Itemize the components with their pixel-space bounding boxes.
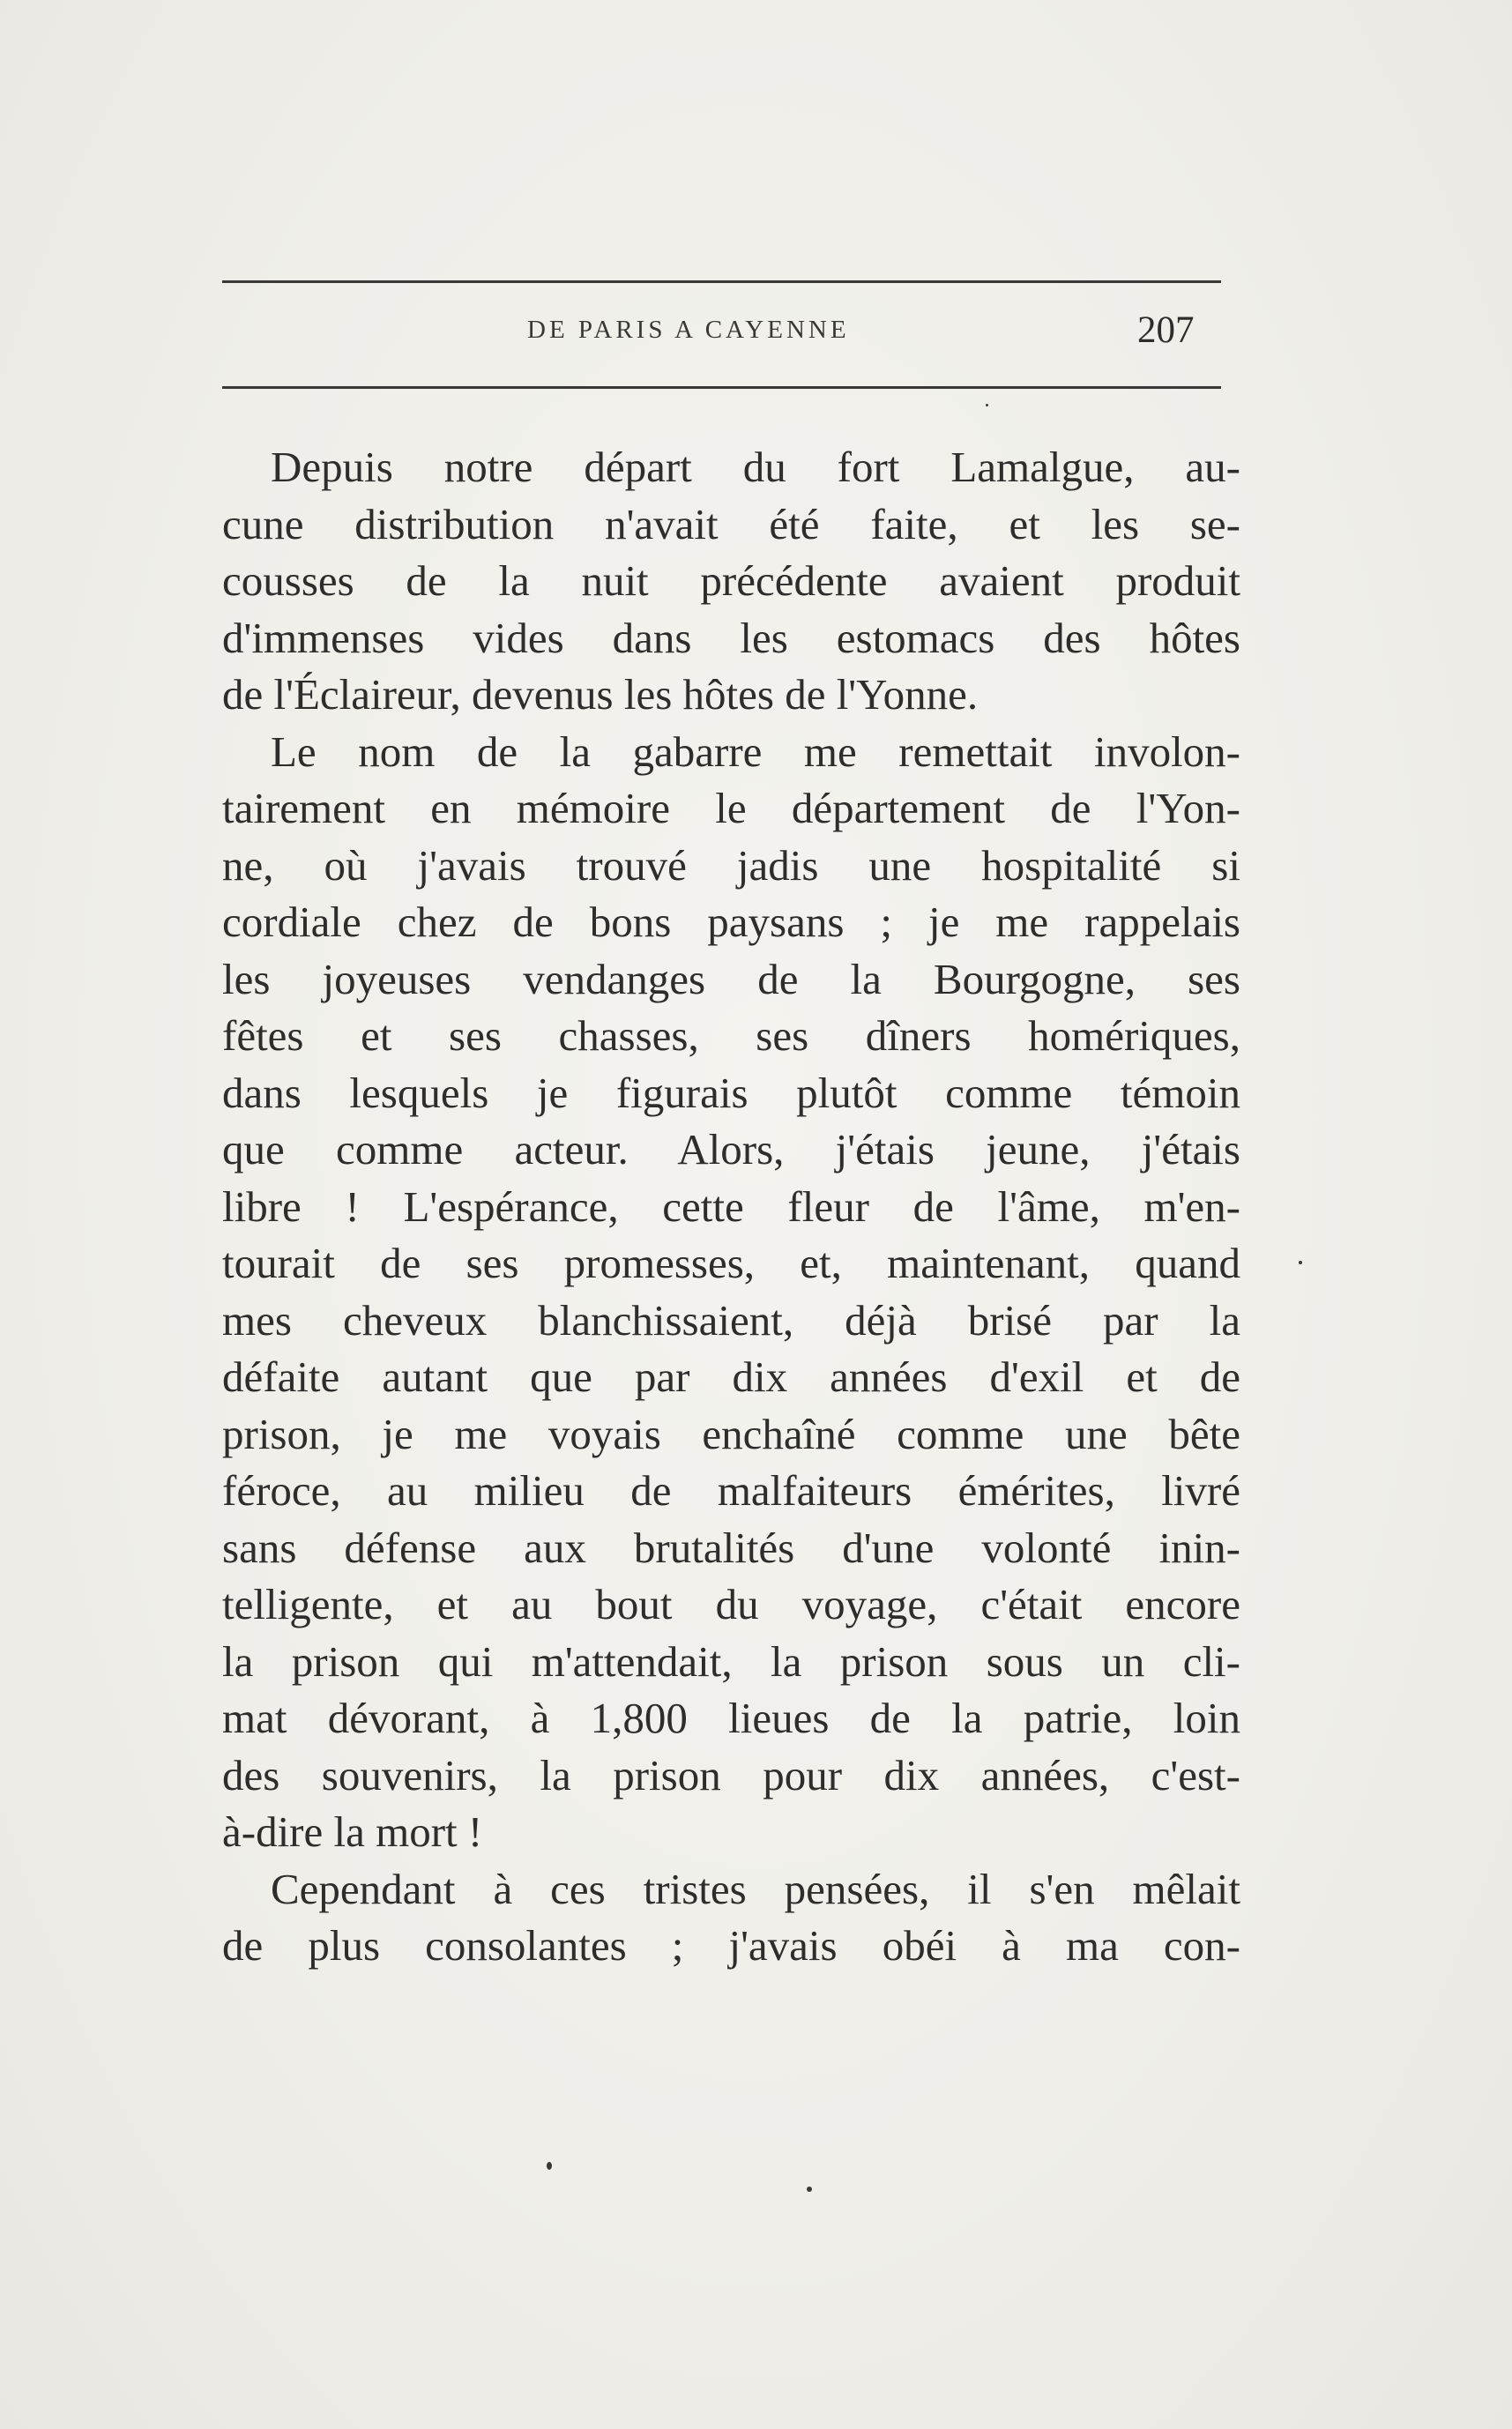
ink-speck [807, 2187, 812, 2192]
text-line: prison, je me voyais enchaîné comme une bête [222, 1409, 1240, 1458]
page-number: 207 [1137, 309, 1195, 351]
text-line: tourait de ses promesses, et, maintenant, quand [222, 1239, 1240, 1287]
text-line: cune distribution n'avait été faite, et les se- [222, 499, 1240, 548]
header-rule-top [222, 280, 1221, 283]
body-text [222, 439, 1240, 1975]
text-line: de l'Éclaireur, devenus les hôtes de l'Yonne. [222, 670, 979, 719]
ink-speck [986, 404, 988, 406]
ink-speck [547, 2162, 552, 2170]
text-line: sans défense aux brutalités d'une volonté inin- [222, 1523, 1240, 1572]
text-line: cordiale chez de bons paysans ; je me rappelais [222, 898, 1240, 946]
text-line: ne, où j'avais trouvé jadis une hospitalité si [222, 840, 1240, 890]
text-line: mat dévorant, à 1,800 lieues de la patrie, loin [222, 1694, 1240, 1742]
text-line: défaite autant que par dix années d'exil et de [222, 1352, 1240, 1401]
text-line: la prison qui m'attendait, la prison sous un cli- [222, 1636, 1240, 1686]
text-line: des souvenirs, la prison pour dix années, c'est- [222, 1750, 1240, 1799]
running-head: DE PARIS A CAYENNE [527, 316, 850, 344]
text-line: tairement en mémoire le département de l'Yon- [222, 784, 1240, 832]
text-line: fêtes et ses chasses, ses dîners homériques, [222, 1011, 1240, 1060]
ink-speck [1299, 1261, 1302, 1264]
text-line: à-dire la mort ! [222, 1807, 483, 1856]
text-line: féroce, au milieu de malfaiteurs émérites, livré [222, 1466, 1240, 1515]
text-line: les joyeuses vendanges de la Bourgogne, ses [222, 954, 1240, 1003]
text-line: Le nom de la gabarre me remettait involon- [271, 726, 1240, 776]
text-line: que comme acteur. Alors, j'étais jeune, j'étais [222, 1125, 1240, 1174]
text-line: mes cheveux blanchissaient, déjà brisé par la [222, 1295, 1240, 1345]
text-line: Cependant à ces tristes pensées, il s'en mêlait [271, 1864, 1240, 1913]
text-line: dans lesquels je figurais plutôt comme témoin [222, 1068, 1240, 1117]
text-line: cousses de la nuit précédente avaient produit [222, 556, 1240, 605]
text-line: d'immenses vides dans les estomacs des hôtes [222, 613, 1240, 662]
text-line: Depuis notre départ du fort Lamalgue, au- [271, 443, 1240, 491]
text-line: telligente, et au bout du voyage, c'était encore [222, 1580, 1240, 1628]
text-line: libre ! L'espérance, cette fleur de l'âme, m'en- [222, 1181, 1240, 1231]
header-rule-bottom [222, 386, 1221, 389]
text-line: de plus consolantes ; j'avais obéi à ma con- [222, 1921, 1240, 1970]
